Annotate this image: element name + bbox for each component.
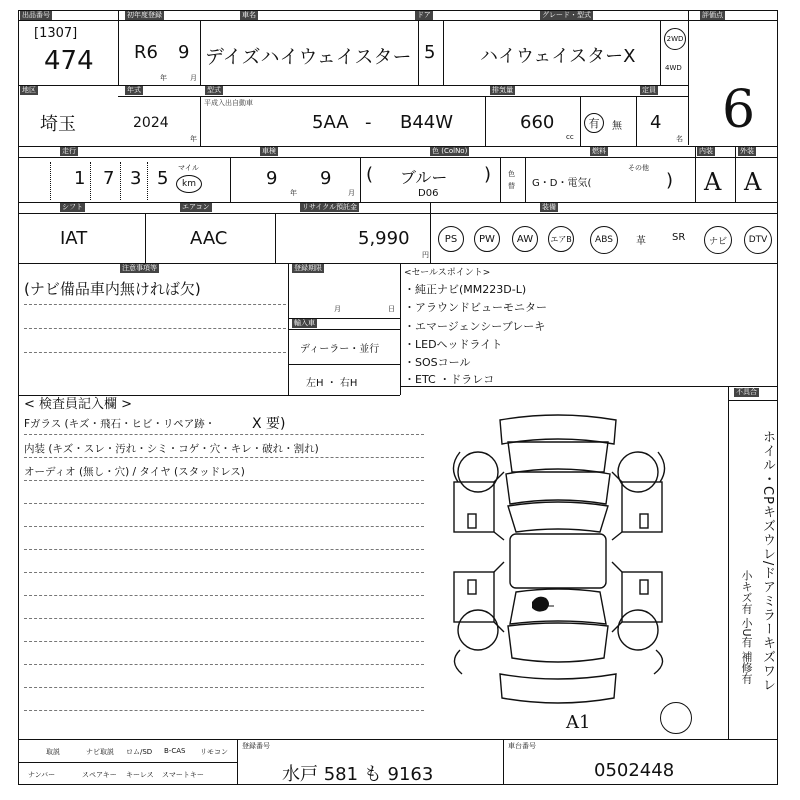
shift-type: IAT	[60, 228, 88, 249]
exterior-header: 外装	[740, 147, 754, 155]
side-note-sub: 小キズ有 小U有 補修有	[740, 570, 753, 685]
fuel-options: G・D・電気(	[532, 178, 592, 189]
color-name: ブルー	[400, 168, 448, 187]
fuel-other: その他	[628, 164, 649, 172]
footer-remote: リモコン	[200, 748, 228, 756]
notes-text: (ナビ備品車内無ければ欠)	[24, 280, 201, 298]
color-paren-open: (	[366, 164, 374, 185]
diagram-empty-circle	[660, 702, 692, 734]
equip-dtv: DTV	[744, 226, 772, 254]
equip-airbag: エアB	[548, 226, 574, 252]
interior-grade: A	[704, 168, 722, 196]
side-note-main: ホイル・CPキズウレ/ドアミラーキズワレ	[760, 430, 775, 693]
chassis-number: 0502448	[594, 760, 675, 781]
color-header: 色 (ColNo)	[432, 147, 468, 155]
cc-header: 排気量	[492, 86, 513, 94]
chassis-header: 車台番号	[508, 742, 536, 750]
dealer-parallel: ディーラー・並行	[300, 344, 380, 355]
handle-side: 左H ・ 右H	[306, 378, 358, 389]
equip-leather: 革	[636, 236, 646, 247]
unit-km-circle: km	[176, 175, 202, 193]
shift-header: シフト	[62, 203, 83, 211]
footer-smart-key: スマートキー	[162, 771, 204, 779]
sales-point-3: ・エマージェンシーブレーキ	[404, 320, 546, 333]
inspection-year: 9	[266, 168, 278, 189]
equip-ps: PS	[438, 226, 464, 252]
sales-point-5: ・SOSコール	[404, 356, 471, 369]
region: 埼玉	[40, 114, 76, 135]
model-year-unit: 年	[190, 135, 197, 143]
inspector-line-glass: Fガラス (キズ・飛石・ヒビ・リペア跡・	[24, 418, 216, 430]
seat-capacity: 4	[650, 112, 662, 133]
fuel-close: )	[666, 170, 674, 191]
inspector-line-interior: 内装 (キズ・スレ・汚れ・シミ・コゲ・穴・キレ・破れ・割れ)	[24, 443, 319, 455]
model-year: 2024	[133, 115, 169, 131]
sales-point-4: ・LEDヘッドライト	[404, 338, 503, 351]
mileage-digit-1: 1	[74, 168, 86, 189]
turbo-no: 無	[612, 121, 622, 132]
turbo-yes-circle: 有	[584, 113, 604, 133]
doors-header: ドア	[417, 11, 431, 19]
sales-point-6: ・ETC ・ドラレコ	[404, 373, 495, 386]
inspector-glass-mark: X 要)	[252, 416, 286, 432]
mileage-header: 走行	[62, 147, 76, 155]
equip-header: 装備	[542, 203, 556, 211]
first-reg-era-year: R6	[134, 42, 158, 63]
footer-keyless: キーレス	[126, 771, 154, 779]
model-code: B44W	[400, 112, 454, 133]
grade-header: グレード・型式	[542, 11, 591, 19]
inspection-month-unit: 月	[348, 189, 355, 197]
lot-header: 出品番号	[22, 11, 50, 19]
exterior-grade: A	[744, 168, 762, 196]
score-header: 評価点	[702, 11, 723, 19]
plate-number: 水戸 581 も 9163	[282, 764, 434, 785]
inspection-year-unit: 年	[290, 189, 297, 197]
drive-2wd-badge: 2WD	[664, 28, 686, 50]
mileage-digit-4: 5	[157, 168, 169, 189]
inspector-title: < 検査員記入欄 >	[24, 397, 133, 412]
mileage-digit-2: 7	[103, 168, 115, 189]
period-month: 月	[334, 305, 341, 313]
model-type-header: 型式	[207, 86, 221, 94]
drive-4wd-label: 4WD	[665, 64, 682, 72]
model-dash: -	[365, 112, 372, 133]
displacement: 660	[520, 112, 555, 133]
color-change: 色替	[508, 170, 515, 190]
cc-unit: cc	[566, 133, 574, 141]
mileage-digit-3: 3	[130, 168, 142, 189]
import-header: 輸入車	[294, 319, 315, 327]
lot-number: 474	[44, 46, 94, 76]
model-prefix: 5AA	[312, 112, 349, 133]
inspection-month: 9	[320, 168, 332, 189]
seats-header: 定員	[642, 86, 656, 94]
region-header: 地区	[22, 86, 36, 94]
model-type-note: 平成入出自動車	[204, 99, 253, 107]
sales-header: <セールスポイント>	[404, 268, 491, 278]
year-header: 初年度登録	[127, 11, 162, 19]
first-reg-month: 9	[178, 42, 190, 63]
model-year-header: 年式	[127, 86, 141, 94]
car-damage-diagram	[438, 412, 678, 712]
color-paren-close: )	[484, 164, 492, 185]
evaluation-score: 6	[722, 80, 756, 140]
sales-point-2: ・アラウンドビューモニター	[404, 301, 547, 314]
damage-mark	[532, 597, 549, 612]
period-day: 日	[388, 305, 395, 313]
recycle-header: リサイクル預託金	[302, 203, 358, 211]
month-unit: 月	[190, 74, 197, 82]
recycle-unit: 円	[422, 251, 429, 259]
door-count: 5	[424, 42, 436, 63]
defect-header: 不具合	[736, 388, 757, 396]
notes-header: 注意事項等	[122, 264, 157, 272]
footer-bcas: B-CAS	[164, 747, 186, 755]
footer-navi-manual: ナビ取説	[86, 748, 114, 756]
footer-number: ナンバー	[28, 771, 56, 779]
year-unit: 年	[160, 74, 167, 82]
seats-unit: 名	[676, 135, 683, 143]
equip-pw: PW	[474, 226, 500, 252]
interior-header: 内装	[699, 147, 713, 155]
footer-rom-sd: ロム/SD	[126, 748, 153, 756]
equip-navi: ナビ	[704, 226, 732, 254]
inspection-header: 車検	[262, 147, 276, 155]
fuel-header: 燃料	[592, 147, 606, 155]
equip-aw: AW	[512, 226, 538, 252]
reg-period-header: 登録期限	[294, 264, 322, 272]
inspector-line-audio: オーディオ (無し・穴) / タイヤ (スタッドレス)	[24, 466, 245, 478]
equip-abs: ABS	[590, 226, 618, 254]
footer-manual: 取説	[46, 748, 60, 756]
equip-sunroof: SR	[672, 232, 686, 243]
name-header: 車名	[242, 11, 256, 19]
grade: ハイウェイスターX	[480, 46, 636, 67]
ac-header: エアコン	[182, 203, 210, 211]
footer-spare-key: スペアキー	[82, 771, 117, 779]
color-code: D06	[418, 188, 439, 199]
recycle-fee: 5,990	[358, 228, 410, 249]
ac-type: AAC	[190, 228, 228, 249]
plate-header: 登録番号	[242, 742, 270, 750]
car-name: デイズハイウェイスター	[205, 46, 412, 68]
sales-point-1: ・純正ナビ(MM223D-L)	[404, 283, 527, 296]
lot-code: [1307]	[34, 26, 78, 41]
diagram-mark-a1: A1	[566, 712, 591, 733]
unit-mile: マイル	[178, 164, 199, 172]
